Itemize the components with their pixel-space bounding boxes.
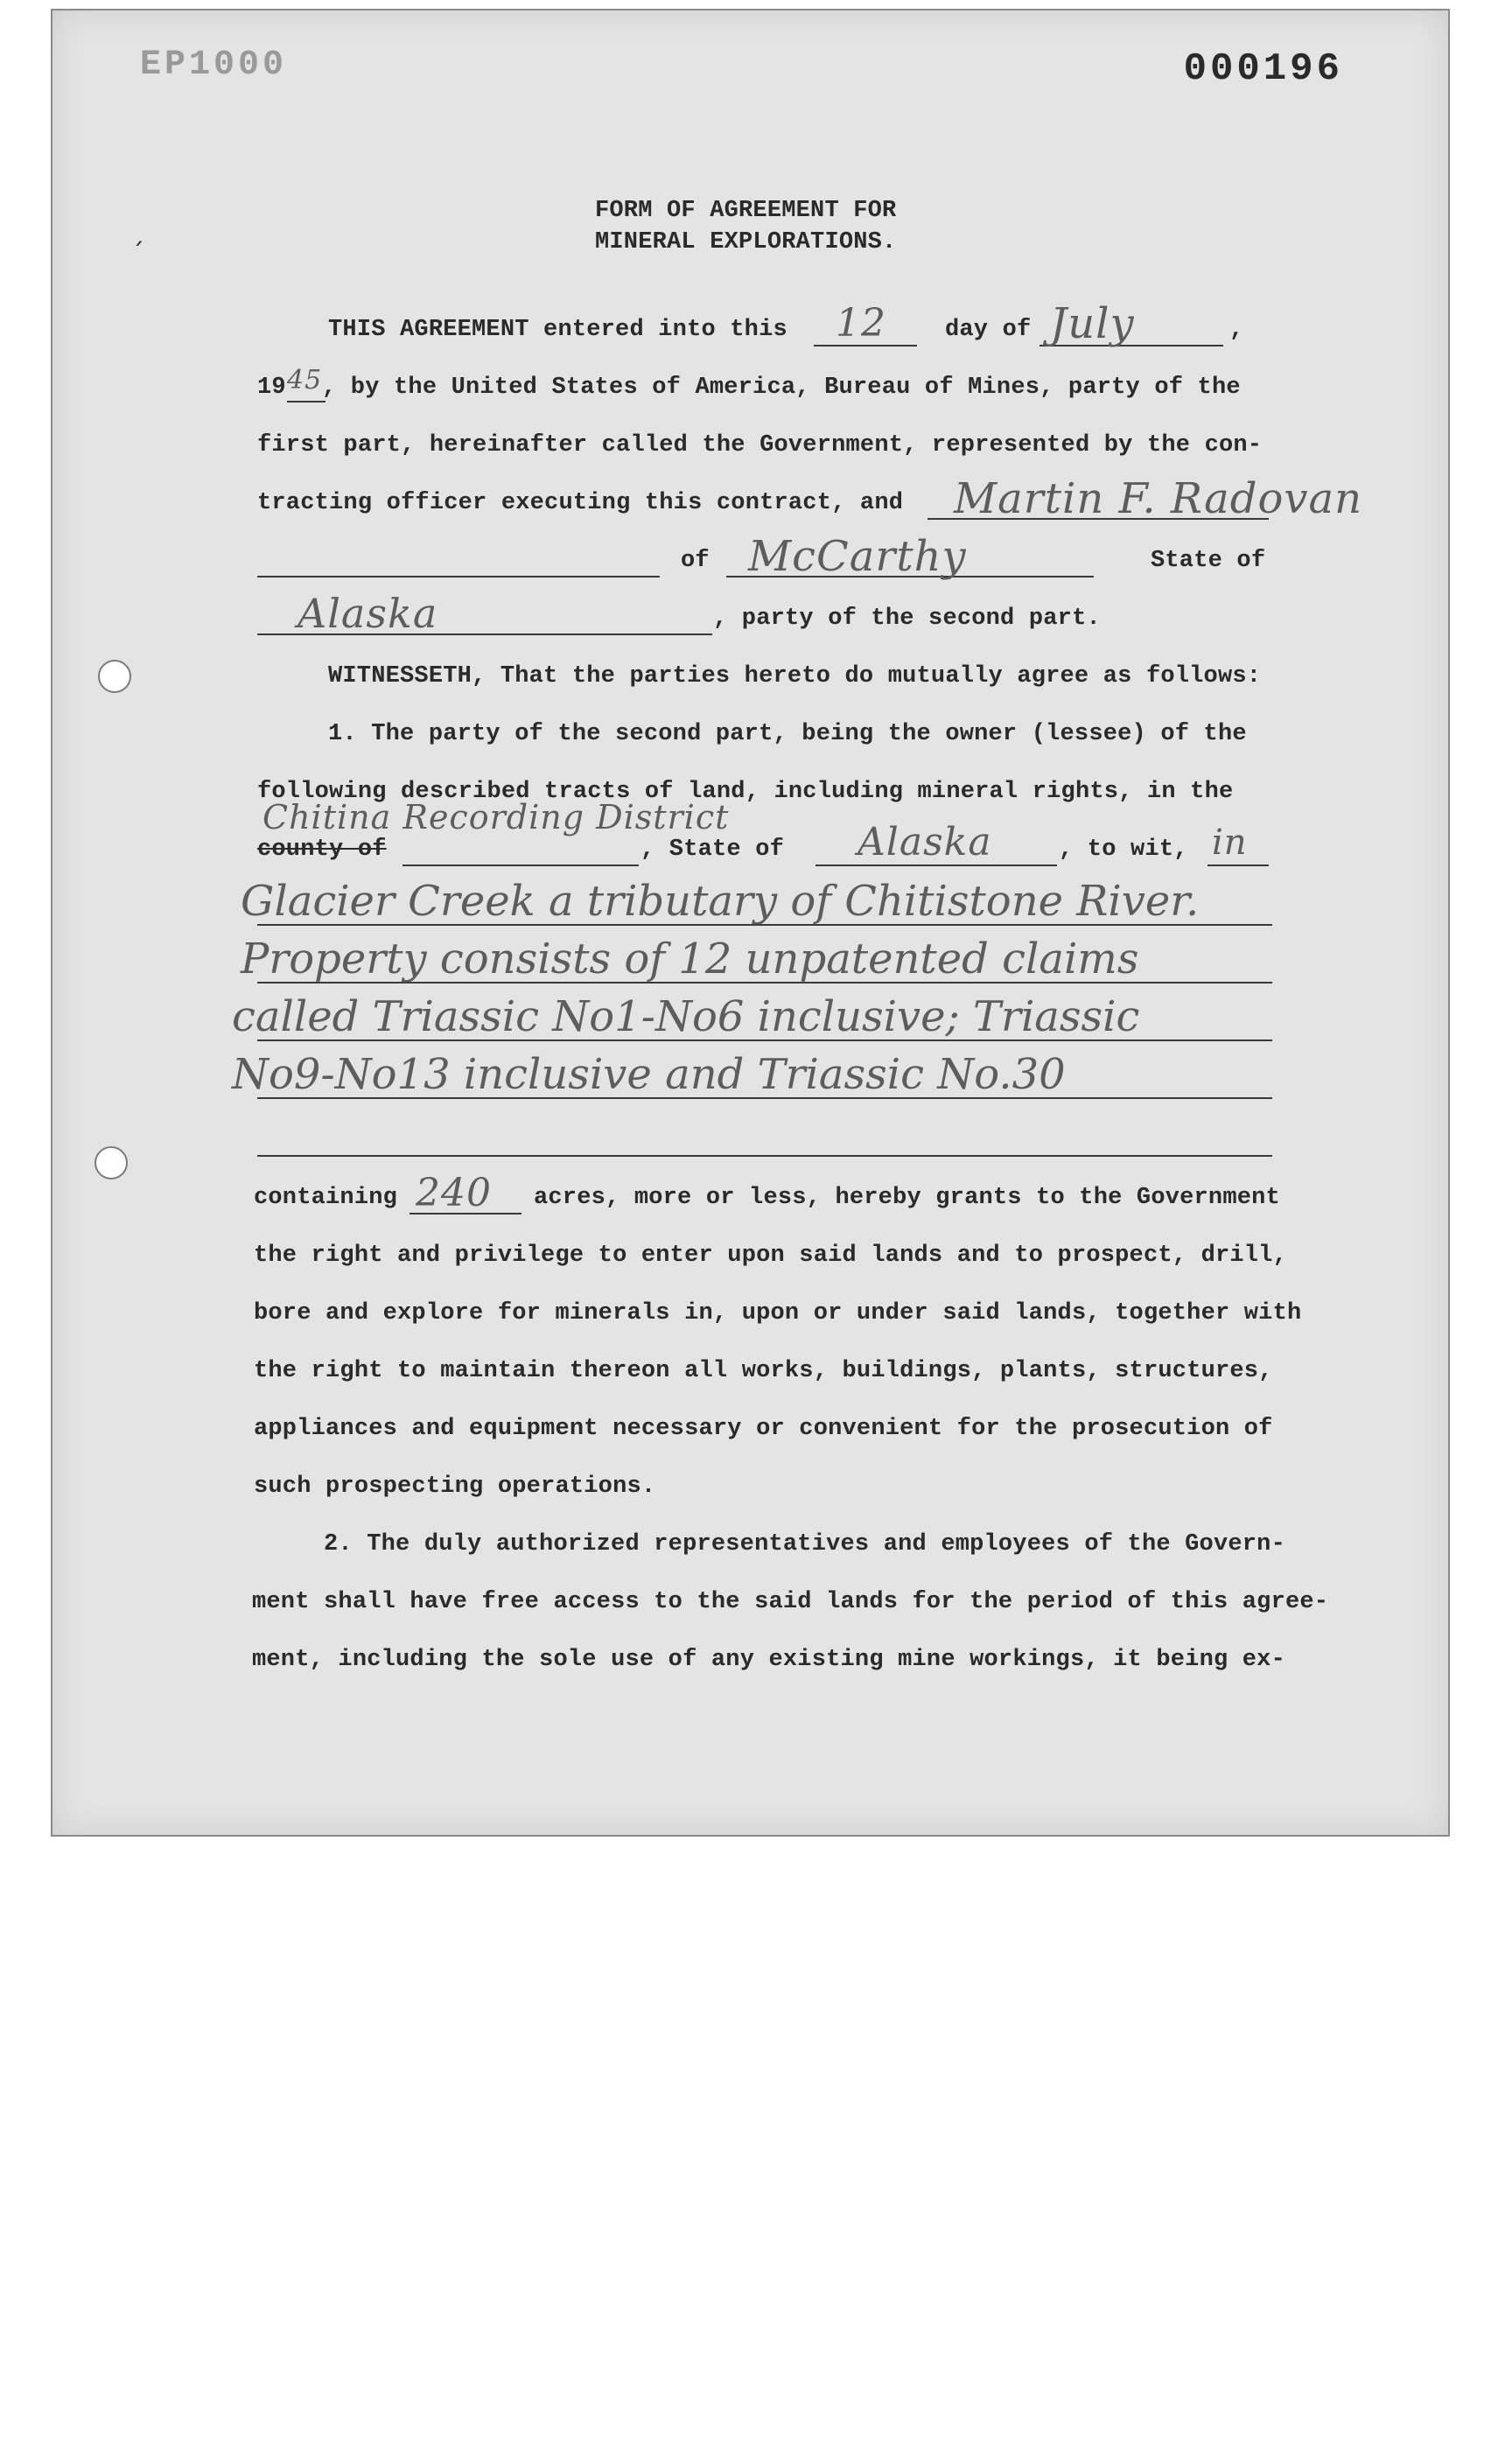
item1-c3: bore and explore for minerals in, upon or under said lands, together with (254, 1300, 1302, 1326)
item1-state-handwritten: Alaska (858, 820, 992, 864)
item1-state-blank (816, 864, 1057, 866)
para1-line4: tracting officer executing this contract, and (257, 490, 904, 516)
title-line-1: FORM OF AGREEMENT FOR (595, 198, 897, 224)
para1-line3: first part, hereinafter called the Government, represented by the con- (257, 432, 1263, 458)
para1-line1-a: THIS AGREEMENT entered into this (328, 317, 788, 343)
margin-mark-icon: ˏ (131, 216, 144, 247)
item1-c2: the right and privilege to enter upon said lands and to prospect, drill, (254, 1242, 1287, 1269)
para1-of: of (681, 548, 710, 574)
acres-handwritten: 240 (416, 1171, 492, 1215)
desc-line-5 (257, 1155, 1272, 1157)
desc-handwritten-2: Property consists of 12 unpatented claims (241, 934, 1139, 984)
para1-state-of: State of (1151, 548, 1266, 574)
punch-hole-top (98, 660, 131, 693)
item1-line2: following described tracts of land, including mineral rights, in the (257, 779, 1234, 805)
document-page (51, 9, 1450, 1837)
city-handwritten: McCarthy (748, 532, 967, 581)
item1-state-label: , State of (640, 836, 785, 863)
item1-line1: 1. The party of the second part, being the owner (lessee) of the (328, 721, 1247, 747)
line5-leading-blank (257, 576, 660, 578)
page-number: 000196 (1183, 47, 1343, 91)
stamp-top-left: EP1000 (140, 46, 288, 85)
county-label-struck: county of (257, 836, 387, 863)
item2-line1: 2. The duly authorized representatives and employees of the Govern- (324, 1531, 1285, 1558)
item1-containing-rest: acres, more or less, hereby grants to the Government (534, 1185, 1280, 1211)
state-handwritten: Alaska (298, 590, 438, 637)
item1-c6: such prospecting operations. (254, 1474, 656, 1500)
para1-day-of: day of (945, 317, 1032, 343)
witnesseth: WITNESSETH, That the parties hereto do mutually agree as follows: (328, 663, 1262, 690)
month-handwritten: July (1050, 299, 1135, 348)
para1-line6: , party of the second part. (713, 606, 1101, 632)
county-handwritten: Chitina Recording District (262, 798, 730, 836)
item2-line3: ment, including the sole use of any existing mine workings, it being ex- (252, 1647, 1285, 1673)
desc-handwritten-4: No9-No13 inclusive and Triassic No.30 (232, 1050, 1066, 1099)
year-blank (287, 401, 326, 402)
county-blank (402, 864, 639, 866)
item1-c4: the right to maintain thereon all works, buildings, plants, structures, (254, 1358, 1273, 1384)
year-prefix: 19 (257, 374, 286, 401)
para1-comma: , (1229, 317, 1244, 343)
name-handwritten: Martin F. Radovan (954, 474, 1362, 523)
year-handwritten: 45 (287, 365, 323, 396)
item1-to-wit: , to wit, (1059, 836, 1188, 863)
title-line-2: MINERAL EXPLORATIONS. (595, 229, 897, 256)
containing-label: containing (254, 1185, 398, 1211)
para1-line2: , by the United States of America, Bureau of Mines, party of the (322, 374, 1241, 401)
to-wit-blank (1208, 864, 1269, 866)
desc-handwritten-1: Glacier Creek a tributary of Chitistone River. (241, 877, 1200, 926)
desc-handwritten-3: called Triassic No1-No6 inclusive; Triassic (232, 992, 1140, 1041)
in-handwritten: in (1212, 822, 1248, 863)
punch-hole-bottom (94, 1146, 128, 1180)
item1-c5: appliances and equipment necessary or convenient for the prosecution of (254, 1416, 1273, 1442)
item2-line2: ment shall have free access to the said lands for the period of this agree- (252, 1589, 1329, 1615)
day-handwritten: 12 (836, 301, 886, 346)
